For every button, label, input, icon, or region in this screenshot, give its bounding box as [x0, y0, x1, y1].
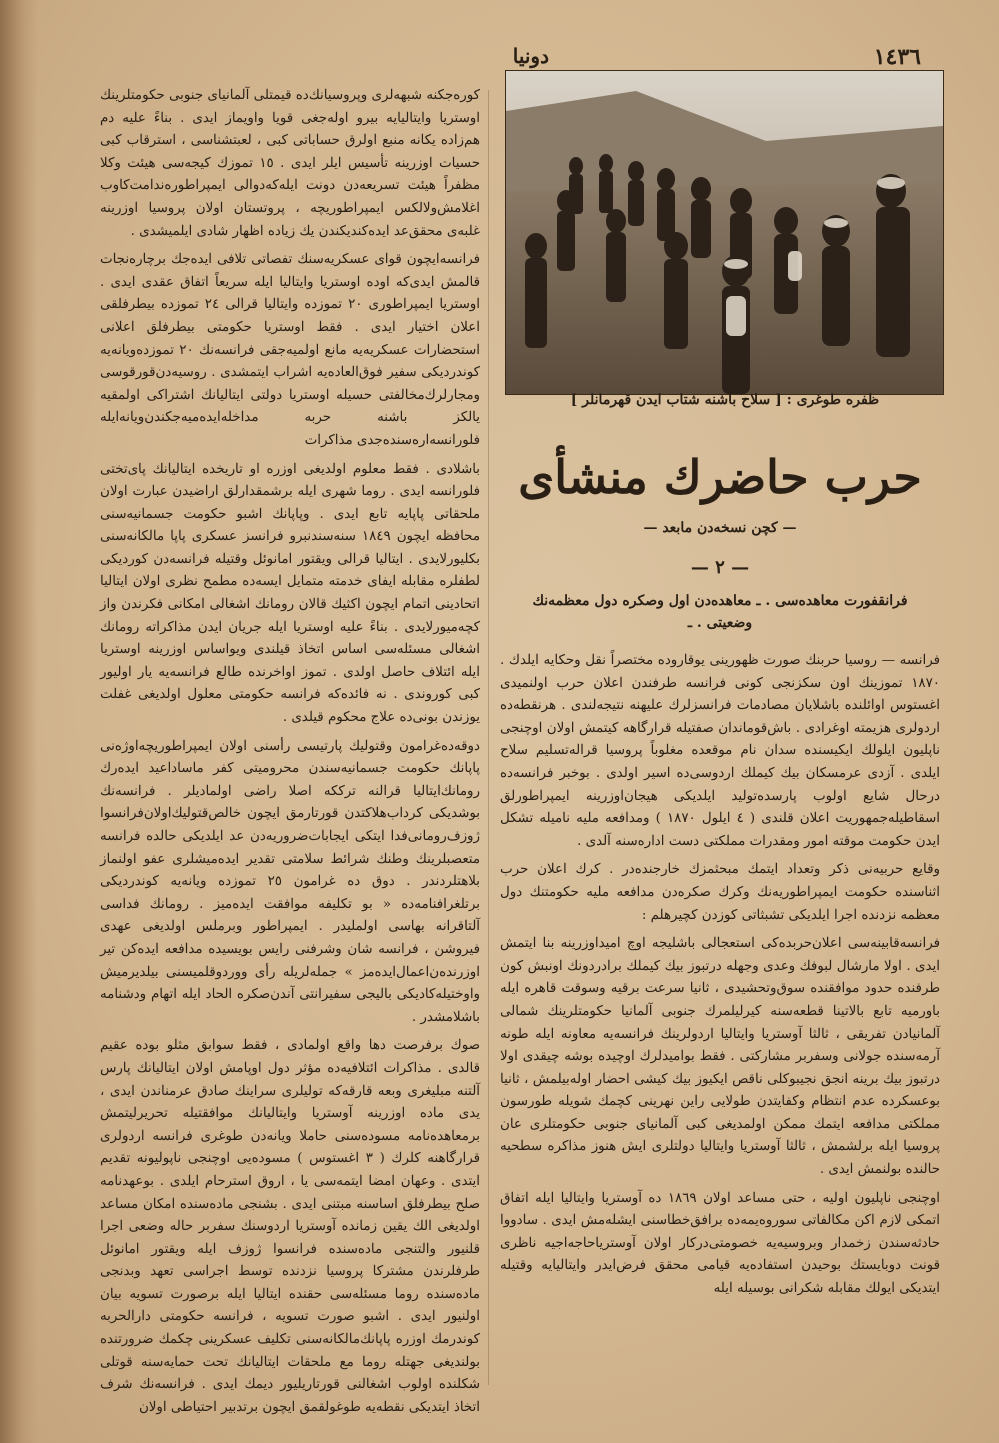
binding-shadow [0, 0, 38, 1443]
page-number: ١٤٣٦ [873, 44, 921, 70]
article-title: حرب حاضرك منشأی [518, 450, 922, 504]
left-paragraph: صوك برفرصت دها واقع اولمادی ، فقط سوابق مثلو بوده عقیم قالدی . مذاكرات ائتلافیه‌ده مؤثر دول اوپامش اولان ایتالیانك پارس آلتنه مبلیغری وبعه قارقه‌كه تولیلری سراینك صادق عرمناندن ایدی ، یدی ماده اوزرینه آوستریا وایتالیانك موافقتیله تحریرلیتمش برمعاهده‌نامه مسوده‌سنی حاملا ویانه‌دن طوغری فرانسه اردولری قرارگاهنه كلرك ( ٣ اغستوس ) مسوده‌یی اوچنجی ناپولیونه تقدیم ایتدی . وعهان امضا ایتمه‌سی یا ، اروق استرحام ایلدی . بوعهدنامه صلح بیطرفلق اساسنه مبتنی ایدی . بشنجی ماده‌سنده امكان مساعد اولدیغی الك یقین زمانده آوستریا اردوسنك سفربر حاله وضعی اجرا قلنیور والتنجی ماده‌سنده فرانسوا ژوزف ایله ویقتور امانوئل طرفلرندن مشتركا پروسیا نزدنده توسط اجراسی تعهد وبدنجی ماده‌سنده روما مسئله‌سی حقنده ایتالیا ایله برصورت تسویه بیان اولنیور ایدی . اشبو صورت تسویه ، فرانسه حكومتی دارالحربه كوندرمك اوزره پاپانك‌مالكانه‌سنی تكلیف عسكرینی چكمك ضرورتنده بولندیغی جهتله روما مع ملحقات ایتالیانك تحت حمایه‌سنه قوتلی شكلنده اولوب اشغالنی قورتاریلیور دیمك ایدی . فرانسه‌نك شرف اتخاذ ایتدیكی نقطه‌یه طوغولقمق ایچون برتدبیر احتیاطی اولان [100, 1038, 480, 1415]
right-paragraph: وقایع حربیه‌نی ذكر وتعداد ایتمك مبحثمزك خارجنده‌در . كرك اعلان حرب اثناسنده حكومت ایمپراطوریه‌نك وكرك صكره‌دن مدافعه ملیه حكومتنك دول معظمه نزدنده اجرا ایلدیكی تشبثاتی كوزدن كچیرهلم : [500, 862, 940, 923]
left-paragraph: دوقه‌ده‌غرامون وقتولیك پارتیسی رأسنی اولان ایمپراطوریچه‌اوژه‌نی پاپانك حكومت جسمانیه‌سندن محرومیتی كفر ماساداعید ایده‌رك رومانك‌ایتالیا قرالنه ترككه اصلا راضی اولمادیلر . فرانسه‌نك بوشدیكی كرداب‌هلاكتدن قورتارمق ایچون خالص‌قتولیك‌اولان‌فرانسوا ژوزف‌رومانی‌فدا ایتكی ایجابات‌ضروریه‌دن عد ایلدیكی حالده فرانسه متعصبلرینك وطنك شرائط سلامتی تقدیر ایده‌میشلری عفو اولنماز بلاهتلردندر . دوق ده غرامون ٢٥ تموزده ویانه‌یه كوندردیكی برتلغرافنامه‌ده « بو تكلیفه موافقت ایده‌میز . رومانك فداسی آلتاقرانه بهاسی اولملیدر . ایمپراطور وبرملس اولدیغی عهدی فیروشن ، فرانسه شان وشرفنی رایس بویسیده مدافعه ایده‌كن تیر اوزرنده‌ن‌اعمال‌ایده‌مز » جمله‌لریله رأی ووردوقلمیسنی بیلدیرمیش واوختیله‌كادیكی بالیجی سفیرانتی آندن‌صكره الحاد ایله اتهام ودشنامه باشلامشدر . [100, 738, 480, 1025]
part-number: — ٢ — [690, 557, 750, 578]
left-paragraph: فرانسه‌ایچون قوای عسكریه‌سنك تفصاتی تلافی ایده‌جك برچاره‌نجات قالمش ایدی‌كه اوده اوستریا وایتالیا ایله سریعاً اتفاق عقدی ایدی . اوستریا ایمپراطوری ٢٠ تموزده وایتالیا قرالی ٢٤ تموزده بیطرفلقی اعلان اختیار ایدی . فقط اوستریا حكومتی بیطرفلق اعلانی استحضارات عسكریه‌یه مانع اولمیه‌جقی فرانسه‌نك ٢٠ تموزده‌ویانه‌یه كوندردیكی سفیر فوق‌العاده‌یه اشراب ایتمشدی . روسیه‌دن‌قورقوسی ومجارلرك‌مخالفتی حسیله اوستریا دولتی ایتالیانك اشتراكی اولمقیه یالكز باشنه حربه مداخله‌ایده‌میه‌جكندن‌ویانه‌ایله فلورانسه‌اره‌سنده‌جدی مذاكرات [100, 252, 480, 448]
left-paragraph: كوره‌جكنه شبهه‌لری وپروسیانك‌ده قیمتلی آلمانیای جنوبی حكومتلرینك اوستریا وایتالیایه بیرو اوله‌جغی قویا واویماز ایدی . بناءً علیه دم هم‌زاده یكانه منبع اولرق حساباتی كبی ، لعبتشناسی ، استرقاب كبی حسیات اوزرینه تأسیس ایلر ایدی . ١٥ تموزك كیجه‌سی هیئت وكلا مظفراً هیئت تسریعه‌دن دونت ایله‌كه‌دوالی ایمپراطوره‌ندامت‌كاوب اغلامش‌ولالكس ایمپراطوریچه ، پروتستان اولان پروسیا اوزرینه غلبه‌ی محقق‌عد ایده‌كندیكندن یك زیاده اظهار شادی ایلمیشدی . [100, 88, 480, 239]
column-divider [488, 90, 489, 1385]
right-text-column [500, 650, 940, 1385]
left-paragraph: باشلادی . فقط معلوم اولدیغی اوزره او تاریخده ایتالیانك پای‌تختی فلورانسه ایدی . روما شهری ایله برشمقدارلق اراضیدن عبارت اولان ملحقاتی پاپایه تابع ایدی . وپاپانك اشبو حكومت جسمانیه‌سنی محافظه ایچون ١٨٤٩ سنه‌سندنبرو فرانسز عسكری پاپا مالكانه‌سنی بكلیورلایدی . ایتالیا قرالی ویقتور امانوئل وقتیله فرانسه‌دن كوردیكی لطفلره مقابله ایفای خدمته متمایل ایسه‌ده مطمح نظری اولان ایتالیا اتحادینی اتمام ایچون اكثیك قالان رومانك اشغالی امكانی فكرندن واز كچه‌میورلایدی . بناءً علیه اوستریا ایله جریان ایدن مذاكراته رومانك اشغالی مسئله‌سی اساس اتخاذ قیلندی ویواساس اوزرینه اوستریا ایله ائتلاف حاصل اولدی . تموز اواخرنده طالع فرانسه‌یه یار اولیور كبی كوروندی . نه فائده‌كه فرانسه حكومتی معلول اولدیغی غفلت یوزندن بونی‌ده علاج محكوم قیلدی . [100, 461, 480, 726]
section-heading: فرانقفورت معاهده‌سی . ـ معاهده‌دن اول وصكره دول معظمه‌نك وضعیتی . ـ [532, 593, 908, 631]
news-photograph [505, 70, 944, 395]
photo-caption: ظفره طوغری : [ سلاح باشنه شتاب ایدن قهرمانلر ] [570, 392, 880, 408]
right-paragraph: فرانسه — روسیا حربنك صورت ظهورینی یوقاروده مختصراً نقل وحكایه ایلدك . ١٨٧٠ تموزینك اون سكزنجی كونی فرانسه طرفندن اعلان حرب اولنمیدی اغستوس اوائلنده باشلایان مصادمات فرانسزلرك علیهنه نتیجه‌لندی . هرنقطه‌ده اردولری هزیمته اوغرادی . باش‌قوماندان صفتیله قرارگاهه كیتمش اولان اوچنجی ناپلیون ایلولك ایكیسنده سدان نام موقعده مغلوباً پروسیا قراله‌تسلیم سلاح ایلدی . آزدی عرمسكان بیك كیملك اردوسی‌ده اسیر اولدی . بوخبر فرانسه‌ده درحال شایع اولوب پارسده‌تولید ایلدیكی هیجان‌اوزرینه ایمپراطورلق اسقاطیله‌جمهوریت اعلان قلندی ( ٤ ایلول ١٨٧٠ ) ومدافعه ملیه نامیله تشكل ایدن حكومت موقته امور ومقدرات مملكتی دست اداره‌سنه آلدی . [500, 653, 940, 849]
article-subtitle: — كچن نسخه‌دن مابعد — [643, 520, 797, 536]
right-paragraph: فرانسه‌قابینه‌سی اعلان‌حربده‌كی استعجالی باشلیجه اوچ امیداوزرینه بنا ایتمش ایدی . اولا مارشال لبوفك وعدی وجهله درتبوز بیك كیملك برادردونك اونبش كون طرفنده حدود موافقنده سوق‌وتحشیدی ، ثانیا سرعت برقیه وسوقت قاهره ایله باورمیه تابع بالاتینا قطعه‌سنه كیرلیلمرك جنوبی آلمانیا حكومتلرینك شمالی آلمانیادن تفریقی ، ثالثا آوستریا وایتالیا اردولرینك فرانسه‌یه معاونه ایله طونه آرمه‌سنده جولانی وسفربر مشاركتی . فقط بوامیدلرك اوچیده بوشه چیقدی اولا درتبوز بیك برینه انجق نجیبوكلی ناقص ایكیوز بیك كیشی احضار اوله‌بیلمش ، ثانیا بوعسكرده عدم انتظام وكفایتدن طولایی راین نهرینی كچمك شویله طورسون مملكتی مدافعه ایتمك ممكن اولمدیغی كبی آلمانیای جنوبی حكومتلری عان پروسیا ایله برلشمش ، ثالثا آوستریا وایتالیا دولتلری ایش هنوز مذاكره سطحیه حالنده بولنمش ایدی . [500, 936, 940, 1178]
left-text-column [100, 85, 480, 1415]
journal-name: دونیا [512, 44, 549, 68]
right-paragraph: اوچنجی ناپلیون اولیه ، حتی مساعد اولان ١٨٦٩ ده آوستریا وایتالیا ایله اتفاق اتمكی لازم اكن مكالفاتی سوروه‌یمه‌ده برافق‌خطاسنی ایشله‌مش ایدی . سادووا حادثه‌سندن زخمدار وبروسیه‌یه خصومتی‌دركار اولان آوستریا‌حاجه‌اجیه ناظری قونت دوبایستك بوحیدن استفاده‌یه قیامی محقق فرض‌ایدر وایتالیایه وقتیله ایتدیكی ایولك مقابله شكرانی بوسیله ایله [500, 1190, 941, 1297]
soldiers-marching-photo [506, 71, 943, 394]
